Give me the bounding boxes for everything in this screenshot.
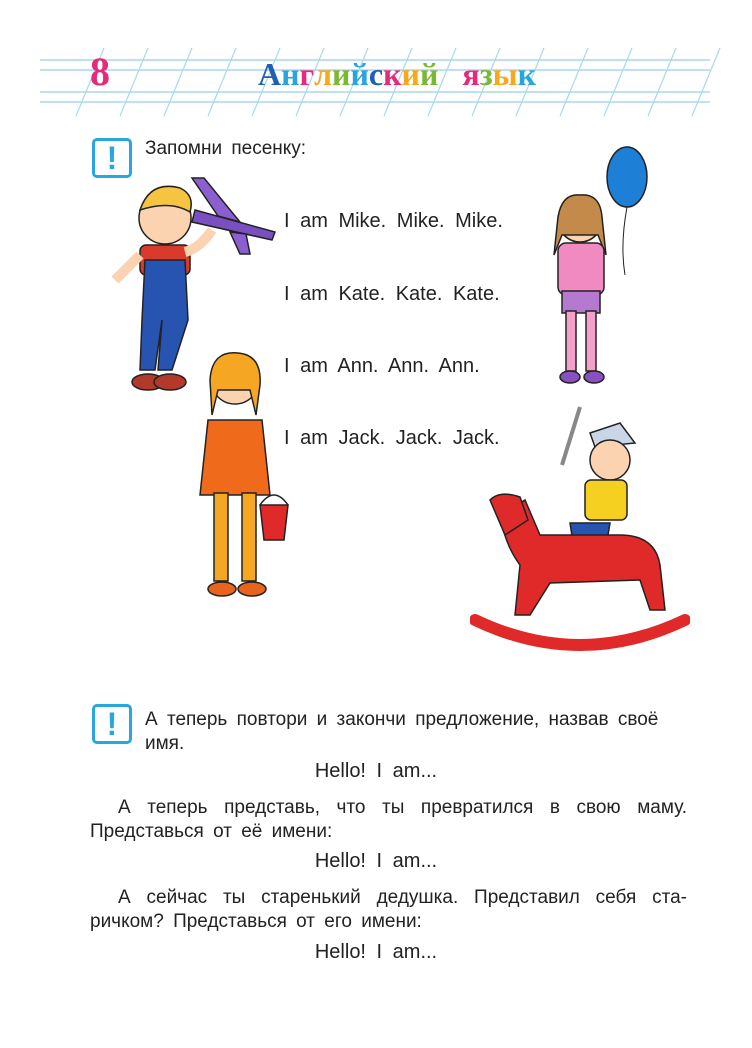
girl-with-balloon-illustration [540, 145, 670, 395]
title-letter: с [368, 56, 384, 92]
title-letter: ы [492, 56, 518, 92]
title-letter: й [419, 56, 439, 92]
song-line-jack: I am Jack. Jack. Jack. [284, 427, 500, 449]
hello-prompt-1: Hello! I am... [314, 760, 438, 782]
title-word-2 [462, 56, 536, 92]
title-letter: г [299, 56, 315, 92]
title-letter: и [332, 56, 351, 92]
song-line-ann: I am Ann. Ann. Ann. [284, 355, 480, 377]
page-number: 8 [90, 49, 110, 94]
paragraph-mother-line1: А теперь представь, что ты превратился в свою маму. [118, 797, 687, 818]
title-letter: з [479, 56, 493, 92]
title-letter: л [314, 56, 333, 92]
boy-on-rocking-horse-illustration [470, 405, 690, 665]
hello-prompt-2: Hello! I am... [314, 850, 438, 872]
title-letter: й [350, 56, 369, 92]
title-letter: и [401, 56, 420, 92]
hello-prompt-3: Hello! I am... [314, 941, 438, 963]
paragraph-mother-line2: Представься от её имени: [90, 821, 333, 842]
book-title [258, 58, 536, 90]
note-icon: ! [92, 704, 132, 744]
song-line-mike: I am Mike. Mike. Mike. [284, 210, 503, 232]
instruction-repeat-line1: А теперь повтори и закончи предложение, назвав своё [145, 709, 659, 730]
paragraph-grandpa-line1: А сейчас ты старенький дедушка. Представил себя ста- [118, 887, 687, 908]
title-letter: к [517, 56, 537, 92]
title-letter: н [281, 56, 300, 92]
title-letter: А [258, 56, 282, 92]
title-letter: я [462, 56, 480, 92]
girl-with-bucket-illustration [190, 345, 300, 605]
note-icon: ! [92, 138, 132, 178]
instruction-repeat-line2: имя. [145, 733, 185, 754]
paragraph-grandpa-line2: ричком? Представься от его имени: [90, 911, 422, 932]
title-word-1 [258, 56, 438, 92]
title-letter: к [383, 56, 402, 92]
instruction-remember-song: Запомни песенку: [145, 138, 307, 159]
song-line-kate: I am Kate. Kate. Kate. [284, 283, 500, 305]
